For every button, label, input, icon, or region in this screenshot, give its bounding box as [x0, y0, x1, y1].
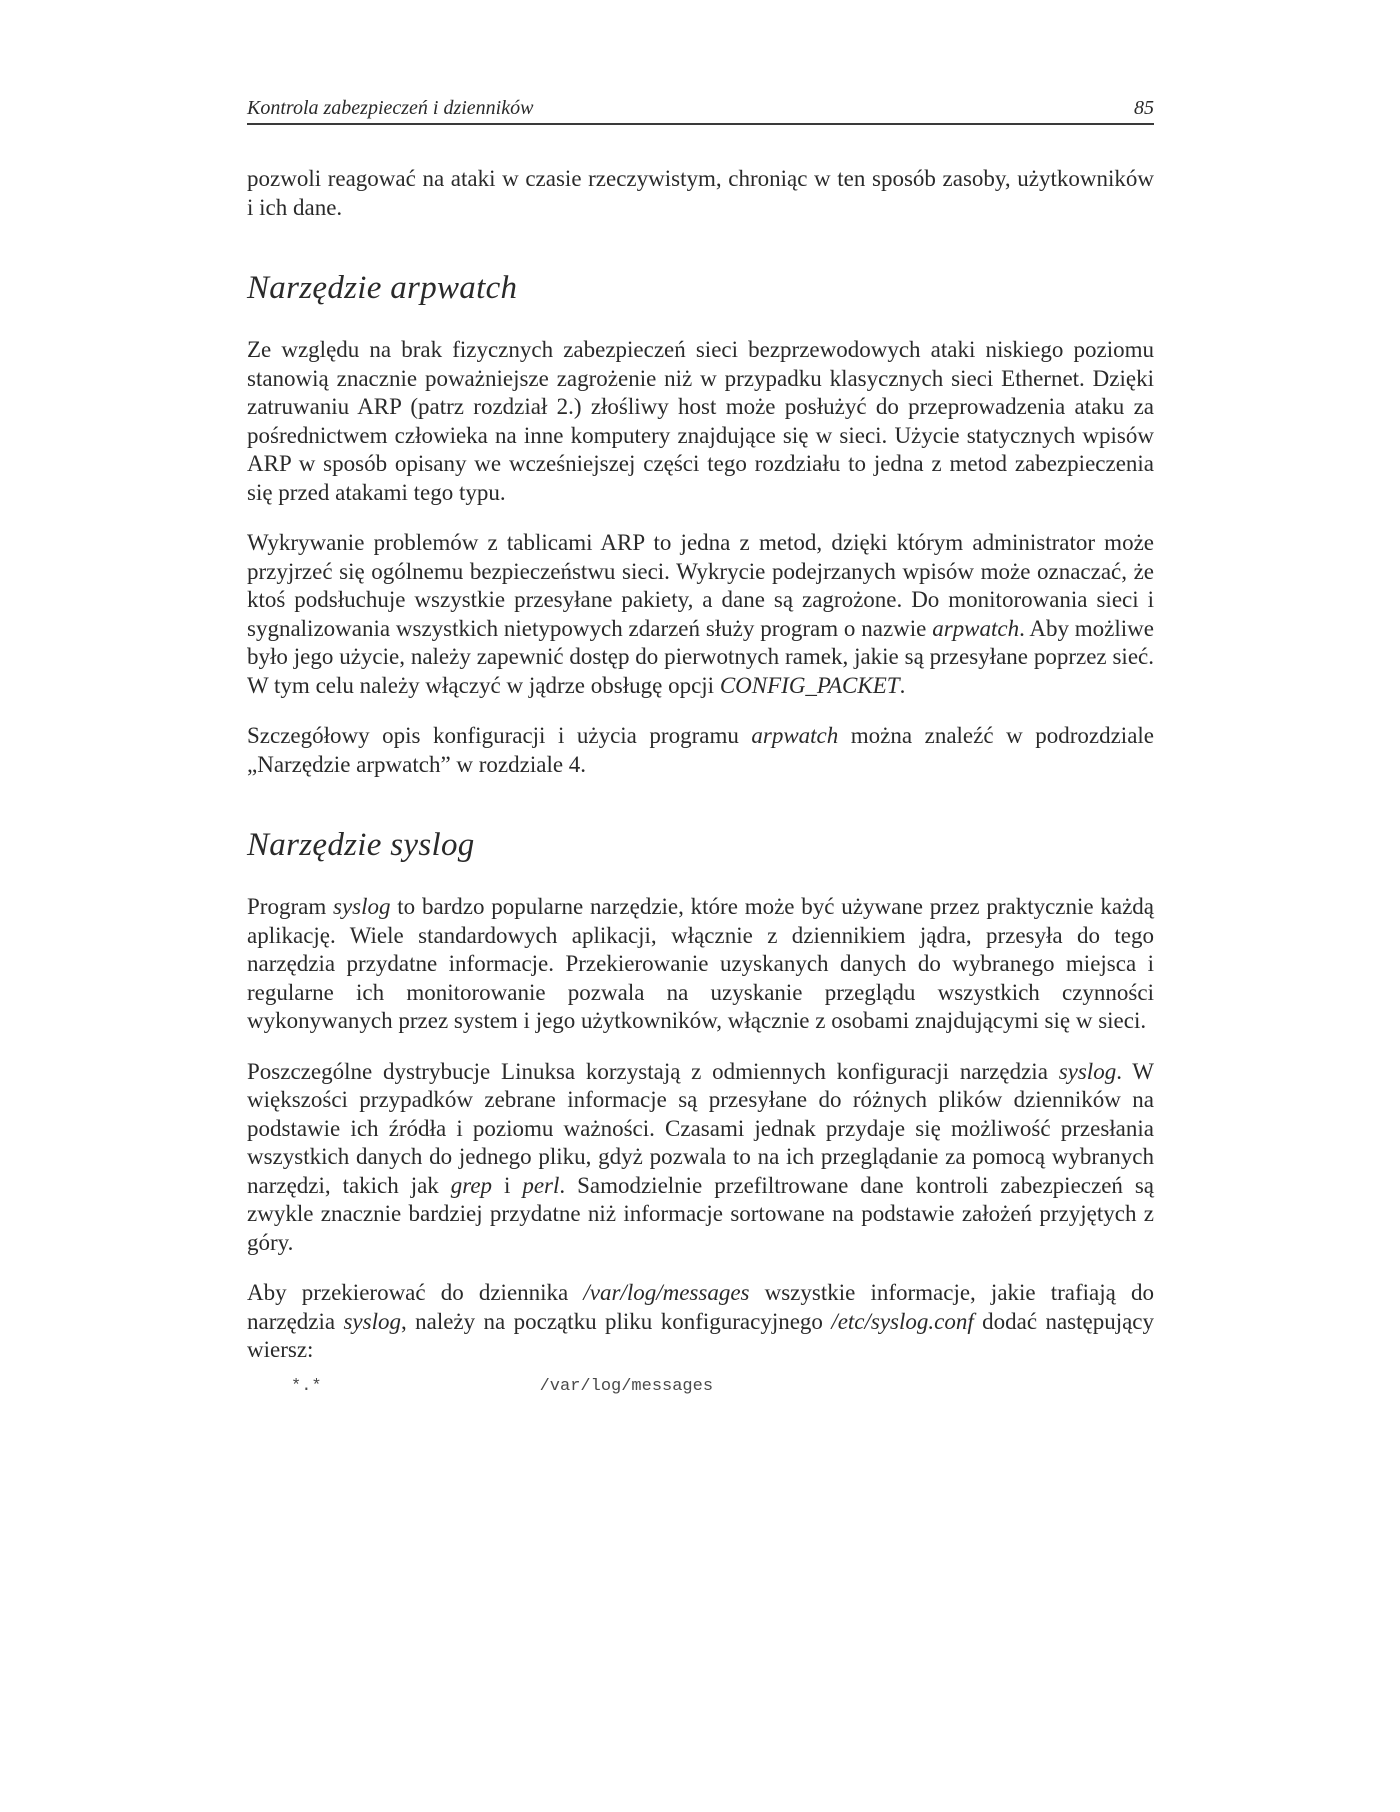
program-name-grep: grep — [450, 1172, 493, 1198]
file-path-syslog-conf: /etc/syslog.conf — [831, 1308, 974, 1334]
page-body — [247, 165, 1154, 1396]
section-heading-arpwatch: Narzędzie arpwatch — [247, 270, 518, 306]
code-target: /var/log/messages — [539, 1376, 714, 1396]
syslog-paragraph-2: Poszczególne dystrybucje Linuksa korzystają z odmiennych konfiguracji narzędzia syslog. W większości przypadków zebrane informacje są przesyłane do różnych plików dzienników na podstawie ich źródła i poziomu ważności. Czasami jednak przydaje się możliwość przesłania wszystkich danych do jednego pliku, gdyż pozwala to na ich przeglądanie za pomocą wybranych narzędzi, takich jak grep i perl. Samodzielnie przefiltrowane dane kontroli zabezpieczeń są zwykle znacznie bardziej przydatne niż informacje sortowane na podstawie założeń przyjętych z góry. — [247, 1058, 1155, 1255]
arpwatch-paragraph-1: Ze względu na brak fizycznych zabezpieczeń sieci bezprzewodowych ataki niskiego poziomu stanowią znacznie poważniejsze zagrożenie niż w przypadku klasycznych sieci Ethernet. Dzięki zatruwaniu ARP (patrz rozdział 2.) złośliwy host może posłużyć do przeprowadzenia ataku za pośrednictwem człowieka na inne komputery znajdujące się w sieci. Użycie statycznych wpisów ARP w sposób opisany we wcześniejszej części tego rozdziału to jedna z metod zabezpieczenia się przed atakami tego typu. — [247, 337, 1154, 505]
program-name-arpwatch: arpwatch — [932, 615, 1020, 641]
file-path-messages: /var/log/messages — [583, 1280, 750, 1305]
arpwatch-paragraph-3: Szczegółowy opis konfiguracji i użycia programu arpwatch można znaleźć w podrozdziale „Narzędzie arpwatch” w rozdziale 4. — [247, 723, 1155, 777]
code-listing — [247, 1377, 1154, 1396]
program-name-perl: perl — [522, 1172, 560, 1198]
arpwatch-paragraph-2: Wykrywanie problemów z tablicami ARP to jedna z metod, dzięki którym administrator może przyjrzeć się ogólnemu bezpieczeństwu sieci. Wykrycie podejrzanych wpisów może oznaczać, że ktoś podsłuchuje wszystkie przesyłane pakiety, a dane są zagrożone. Do monitorowania sieci i sygnalizowania wszystkich nietypowych zdarzeń służy program o nazwie arpwatch. Aby możliwe było jego użycie, należy zapewnić dostęp do pierwotnych ramek, jakie są przesyłane poprzez sieć. W tym celu należy włączyć w jądrze obsługę opcji CONFIG_PACKET. — [247, 530, 1154, 698]
code-selector: *.* — [291, 1376, 322, 1396]
chapter-title: Kontrola zabezpieczeń i dzienników — [247, 97, 534, 119]
program-name-arpwatch: arpwatch — [751, 723, 839, 748]
book-page — [247, 96, 1154, 1396]
intro-paragraph: pozwoli reagować na ataki w czasie rzeczywistym, chroniąc w ten sposób zasoby, użytkowników i ich dane. — [247, 166, 1154, 220]
program-name-syslog: syslog — [343, 1308, 401, 1334]
syslog-paragraph-3: Aby przekierować do dziennika /var/log/messages wszystkie informacje, jakie trafiają do narzędzia syslog, należy na początku pliku konfiguracyjnego /etc/syslog.conf dodać następujący wiersz: — [247, 1280, 1155, 1362]
section-heading-syslog: Narzędzie syslog — [247, 827, 475, 863]
program-name-syslog: syslog — [1058, 1058, 1117, 1084]
syslog-paragraph-1: Program syslog to bardzo popularne narzędzie, które może być używane przez praktycznie każdą aplikację. Wiele standardowych aplikacji, włącznie z dziennikiem jądra, przesyła do tego narzędzia przydatne informacje. Przekierowanie uzyskanych danych do wybranego miejsca i regularne ich monitorowanie pozwala na uzyskanie przeglądu wszystkich czynności wykonywanych przez system i jego użytkowników, włącznie z osobami znajdującymi się w sieci. — [247, 894, 1155, 1033]
page-number: 85 — [1134, 97, 1154, 119]
program-name-syslog: syslog — [333, 894, 391, 919]
running-header — [247, 96, 1154, 125]
kernel-option-name: CONFIG_PACKET — [719, 672, 900, 698]
